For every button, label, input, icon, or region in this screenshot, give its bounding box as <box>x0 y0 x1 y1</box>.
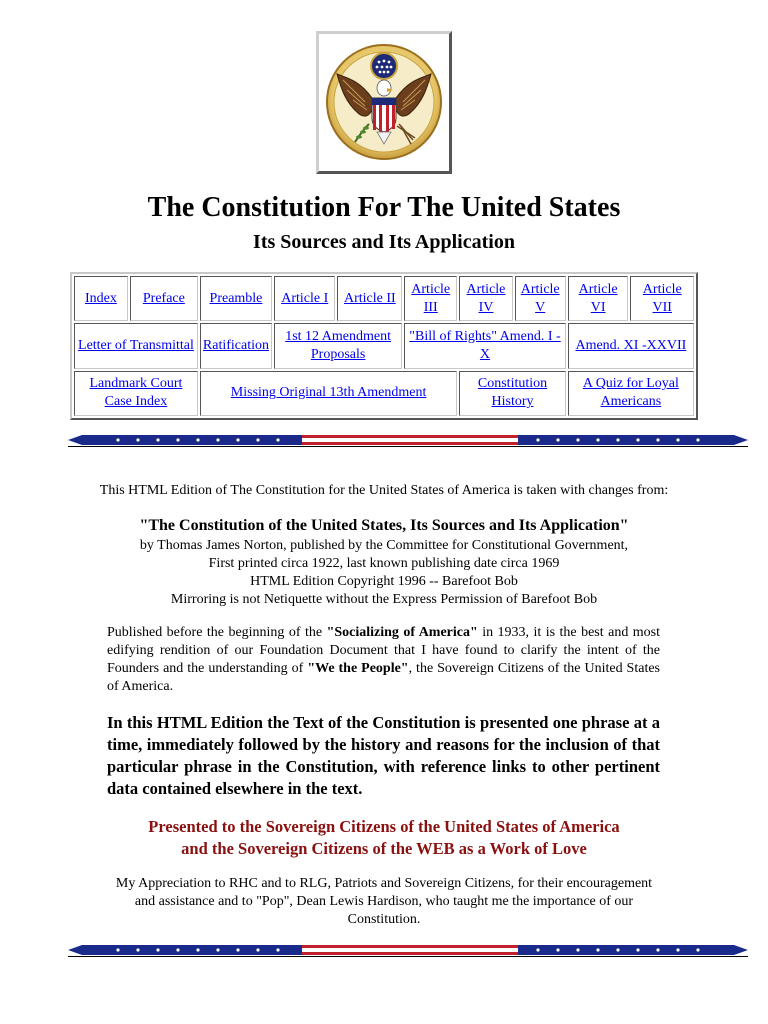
emphasis-text: "We the People" <box>307 661 409 676</box>
nav-row <box>74 276 694 321</box>
source-line: Mirroring is not Netiquette without the Express Permission of Barefoot Bob <box>170 592 598 607</box>
nav-link-preamble[interactable]: Preamble <box>209 290 263 306</box>
great-seal-eagle-icon <box>325 40 443 164</box>
nav-link-constitution-history[interactable]: Constitution History <box>477 376 548 410</box>
appreciation-text: My Appreciation to RHC and to RLG, Patriots and Sovereign Citizens, for their encouragement and assistance and to "Pop", Dean Lewis Hardison, who taught me the importance of our Constitution. <box>115 876 653 927</box>
nav-cell <box>568 276 629 321</box>
nav-cell <box>515 276 566 321</box>
nav-cell <box>200 323 272 368</box>
nav-cell <box>630 276 694 321</box>
edition-description: In this HTML Edition the Text of the Constitution is presented one phrase at a time, immediately followed by the history and reasons for the inclusion of that particular phrase in the Constitution, with reference links to other pertinent data contained elsewhere in the text. <box>107 713 660 798</box>
nav-row <box>74 323 694 368</box>
page-title: The Constitution For The United States <box>147 192 621 223</box>
nav-link-index[interactable]: Index <box>84 290 117 306</box>
source-line: by Thomas James Norton, published by the Committee for Constitutional Government, <box>139 538 629 553</box>
nav-link-landmark-court-cases[interactable]: Landmark Court Case Index <box>89 376 183 410</box>
paragraph-text: in 1933, it is the best and most edifying rendition of our Foundation Document that I have found to clarify the intent of the Founders and the understanding of <box>107 625 660 676</box>
nav-cell <box>200 371 457 416</box>
history-paragraph <box>107 624 660 696</box>
nav-cell <box>274 276 335 321</box>
emphasis-text: "Socializing of America" <box>326 625 478 640</box>
source-citation <box>80 515 688 609</box>
nav-link-article-7[interactable]: Article VII <box>642 281 682 315</box>
nav-cell <box>74 371 198 416</box>
dedication-line: Presented to the Sovereign Citizens of the United States of America <box>148 817 620 836</box>
nav-link-quiz[interactable]: A Quiz for Loyal Americans <box>582 376 679 410</box>
nav-row <box>74 371 694 416</box>
nav-link-missing-13th-amendment[interactable]: Missing Original 13th Amendment <box>230 385 427 401</box>
nav-cell <box>74 323 198 368</box>
navigation-table <box>70 272 698 420</box>
nav-link-letter-of-transmittal[interactable]: Letter of Transmittal <box>78 337 194 353</box>
nav-cell <box>459 371 566 416</box>
dedication-line: and the Sovereign Citizens of the WEB as a Work of Love <box>181 839 587 858</box>
great-seal-frame <box>316 31 452 174</box>
nav-link-article-3[interactable]: Article III <box>411 281 451 315</box>
page-subtitle: Its Sources and Its Application <box>253 231 515 253</box>
nav-link-article-4[interactable]: Article IV <box>466 281 506 315</box>
source-line: First printed circa 1922, last known publishing date circa 1969 <box>208 556 560 571</box>
source-line: HTML Edition Copyright 1996 -- Barefoot Bob <box>250 574 518 589</box>
nav-link-bill-of-rights[interactable]: "Bill of Rights" Amend. I - X <box>409 328 561 362</box>
flag-divider-bottom <box>68 942 748 958</box>
nav-cell <box>568 323 694 368</box>
nav-link-amendments-11-27[interactable]: Amend. XI -XXVII <box>575 337 687 353</box>
nav-link-article-2[interactable]: Article II <box>343 290 396 306</box>
nav-cell <box>404 276 457 321</box>
flag-divider-top <box>68 432 748 448</box>
nav-link-article-1[interactable]: Article I <box>281 290 329 306</box>
intro-text: This HTML Edition of The Constitution for the United States of America is taken with changes from: <box>99 483 669 498</box>
nav-cell <box>568 371 694 416</box>
nav-link-article-6[interactable]: Article VI <box>578 281 618 315</box>
dedication <box>0 816 768 860</box>
nav-cell <box>404 323 566 368</box>
nav-link-ratification[interactable]: Ratification <box>202 337 270 353</box>
nav-link-preface[interactable]: Preface <box>142 290 185 306</box>
nav-cell <box>130 276 198 321</box>
nav-cell <box>74 276 128 321</box>
nav-cell <box>274 323 402 368</box>
nav-link-amendment-proposals[interactable]: 1st 12 Amendment Proposals <box>285 328 391 362</box>
paragraph-text: , the Sovereign Citizens of the United States of America. <box>107 661 660 694</box>
nav-cell <box>200 276 272 321</box>
source-book-title: "The Constitution of the United States, Its Sources and Its Application" <box>139 517 629 534</box>
nav-cell <box>459 276 512 321</box>
nav-link-article-5[interactable]: Article V <box>520 281 560 315</box>
paragraph-text: Published before the beginning of the <box>107 625 327 640</box>
nav-cell <box>337 276 402 321</box>
